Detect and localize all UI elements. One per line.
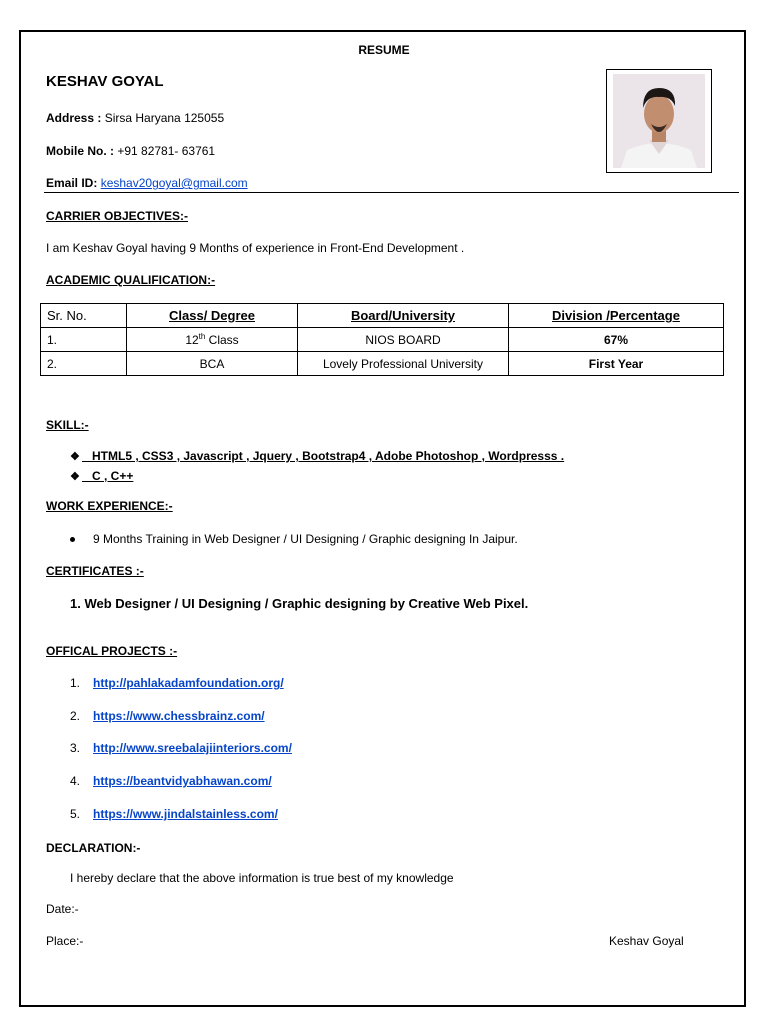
col-class-degree: Class/ Degree — [127, 304, 298, 328]
certificates-heading: CERTIFICATES :- — [46, 564, 144, 578]
cell-sr: 1. — [41, 328, 127, 352]
email-label: Email ID: — [46, 176, 98, 190]
cell-division: First Year — [509, 352, 724, 376]
list-item: 3. http://www.sreebalajiinteriors.com/ — [70, 741, 292, 755]
document-title: RESUME — [358, 43, 410, 57]
skills-heading: SKILL:- — [46, 418, 89, 432]
table-header-row — [41, 304, 724, 328]
email-link[interactable]: keshav20goyal@gmail.com — [100, 176, 248, 190]
bullet-icon — [70, 537, 75, 542]
col-division: Division /Percentage — [509, 304, 724, 328]
project-link[interactable]: https://www.chessbrainz.com/ — [93, 709, 265, 723]
cell-division: 67% — [509, 328, 724, 352]
place-label: Place:- — [46, 934, 84, 948]
project-link[interactable]: https://beantvidyabhawan.com/ — [93, 774, 272, 788]
cell-board: NIOS BOARD — [298, 328, 509, 352]
diamond-bullet-icon: ❖ — [70, 451, 80, 463]
table-row — [41, 328, 724, 352]
email-line — [46, 176, 248, 190]
list-item: 2. https://www.chessbrainz.com/ — [70, 709, 265, 723]
table-row — [41, 352, 724, 376]
list-item: ❖ HTML5 , CSS3 , Javascript , Jquery , Bootstrap4 , Adobe Photoshop , Wordpresss . — [70, 449, 565, 463]
signature-name: Keshav Goyal — [609, 934, 684, 948]
mobile-value: +91 82781- 63761 — [117, 144, 216, 158]
col-sr-no: Sr. No. — [41, 304, 127, 328]
mobile-label: Mobile No. : — [46, 144, 114, 158]
cell-class: 12th Class — [127, 328, 298, 352]
academic-heading: ACADEMIC QUALIFICATION:- — [46, 273, 216, 287]
cell-board: Lovely Professional University — [298, 352, 509, 376]
candidate-name: KESHAV GOYAL — [46, 73, 164, 90]
academic-table — [40, 303, 724, 376]
mobile-line — [46, 144, 215, 158]
projects-heading: OFFICAL PROJECTS :- — [46, 644, 178, 658]
list-item: 5. https://www.jindalstainless.com/ — [70, 807, 278, 821]
address-label: Address : — [46, 111, 102, 125]
project-link[interactable]: http://www.sreebalajiinteriors.com/ — [93, 741, 292, 755]
profile-photo-frame — [606, 69, 712, 173]
objective-text: I am Keshav Goyal having 9 Months of experience in Front-End Development . — [46, 241, 465, 255]
list-item: 1. Web Designer / UI Designing / Graphic designing by Creative Web Pixel. — [70, 596, 529, 611]
work-heading: WORK EXPERIENCE:- — [46, 499, 173, 513]
list-item: 9 Months Training in Web Designer / UI Designing / Graphic designing In Jaipur. — [70, 532, 518, 546]
header-divider — [44, 192, 739, 193]
list-item: 4. https://beantvidyabhawan.com/ — [70, 774, 272, 788]
list-item: ❖ C , C++ — [70, 469, 134, 483]
col-board-university: Board/University — [298, 304, 509, 328]
project-link[interactable]: https://www.jindalstainless.com/ — [93, 807, 278, 821]
address-value: Sirsa Haryana 125055 — [104, 111, 225, 125]
objective-heading: CARRIER OBJECTIVES:- — [46, 209, 189, 223]
diamond-bullet-icon: ❖ — [70, 471, 80, 483]
project-link[interactable]: http://pahlakadamfoundation.org/ — [93, 676, 284, 690]
profile-photo — [613, 74, 705, 168]
cell-class: BCA — [127, 352, 298, 376]
declaration-text: I hereby declare that the above information is true best of my knowledge — [70, 871, 454, 885]
declaration-heading: DECLARATION:- — [46, 841, 141, 855]
cell-sr: 2. — [41, 352, 127, 376]
list-item: 1. http://pahlakadamfoundation.org/ — [70, 676, 284, 690]
date-label: Date:- — [46, 902, 79, 916]
address-line — [46, 111, 224, 125]
